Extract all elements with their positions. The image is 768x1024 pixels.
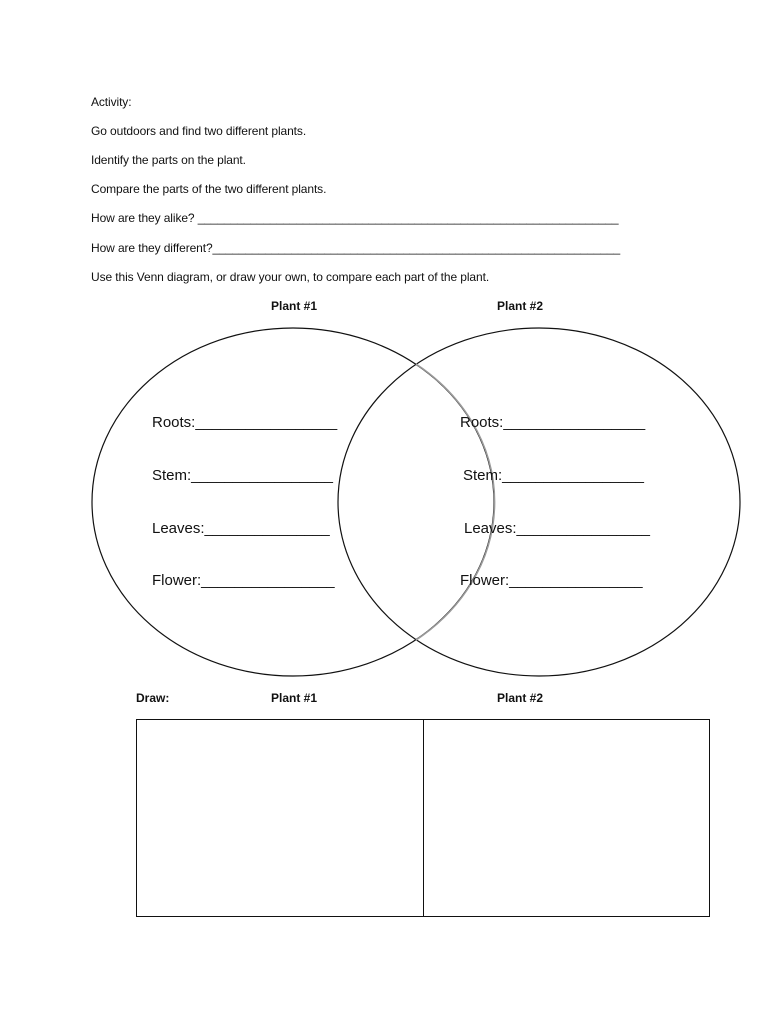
venn-circle-plant-2 [338,328,740,676]
alike-question: How are they alike? ________________________________________________________________ [91,211,619,225]
plant-1-roots-field[interactable]: Roots:_________________ [152,414,338,431]
plant-2-stem-field[interactable]: Stem:_________________ [463,467,644,484]
plant-1-stem-field[interactable]: Stem:_________________ [152,467,333,484]
venn-plant-2-label: Plant #2 [496,299,544,313]
plant-1-leaves-field[interactable]: Leaves:_______________ [152,520,330,537]
plant-2-drawing-box[interactable] [423,720,710,916]
venn-instruction: Use this Venn diagram, or draw your own, to compare each part of the plant. [91,270,490,284]
instruction-step-2: Identify the parts on the plant. [91,153,246,167]
activity-heading: Activity: [91,95,132,109]
plant-2-leaves-field[interactable]: Leaves:________________ [464,520,651,537]
venn-overlap-highlight [416,364,495,640]
instruction-step-1: Go outdoors and find two different plants. [91,124,307,138]
venn-plant-1-label: Plant #1 [270,299,318,313]
instruction-step-3: Compare the parts of the two different plants. [91,182,327,196]
different-question: How are they different?______________________________________________________________ [91,241,621,255]
draw-plant-2-label: Plant #2 [496,691,544,705]
plant-2-flower-field[interactable]: Flower:________________ [460,572,643,589]
draw-label: Draw: [136,691,170,705]
plant-2-roots-field[interactable]: Roots:_________________ [460,414,646,431]
plant-1-drawing-box[interactable] [137,720,423,916]
draw-plant-1-label: Plant #1 [270,691,318,705]
plant-1-flower-field[interactable]: Flower:________________ [152,572,335,589]
venn-circle-plant-1 [92,328,494,676]
drawing-area [136,719,710,917]
